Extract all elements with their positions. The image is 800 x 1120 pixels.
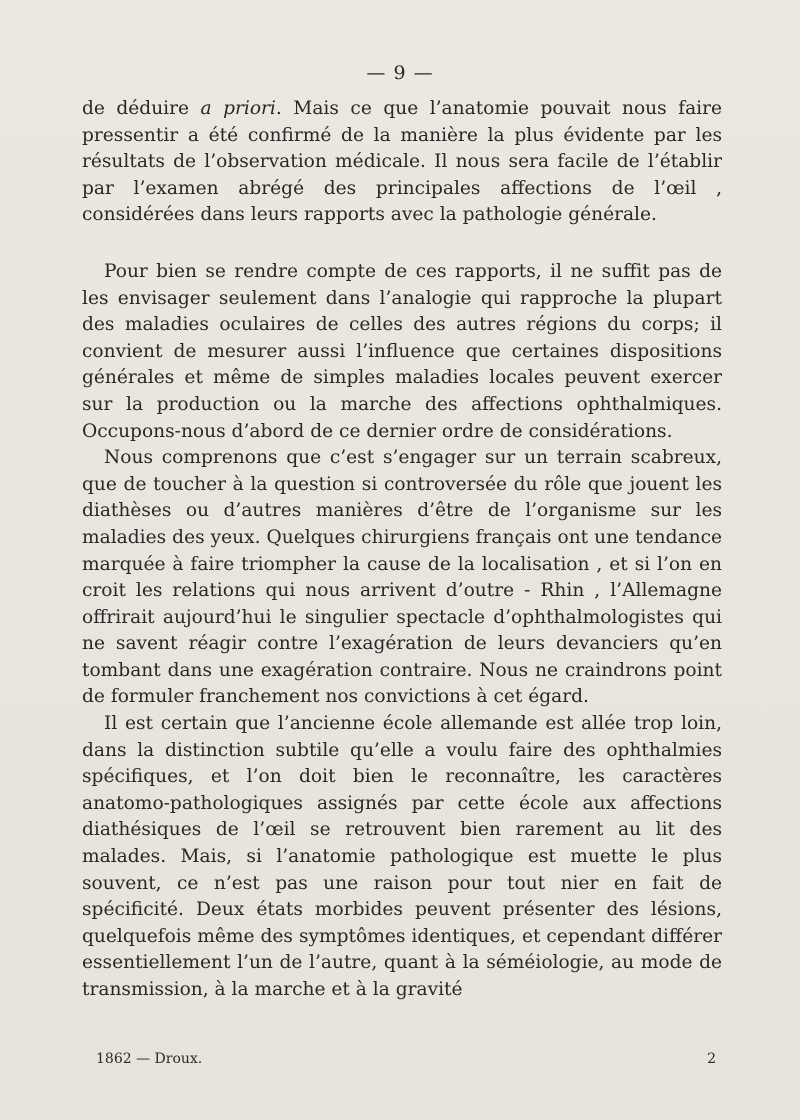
body-text [82,96,722,1004]
paragraph-2: Pour bien se rendre compte de ces rapports, il ne suffit pas de les envisager seulement dans l’analogie qui rapproche la plupart des maladies oculaires de celles des autres régions du corps; il convient de mesurer aussi l’influence que certaines dispositions générales et même de simples maladies locales peuvent exercer sur la production ou la marche des affections ophthalmiques. Occupons-nous d’abord de ce dernier ordre de considérations. [82,260,722,442]
paragraph-3: Nous comprenons que c’est s’engager sur un terrain scabreux, que de toucher à la question si controversée du rôle que jouent les diathèses ou d’autres manières d’être de l’organisme sur les maladies des yeux. Quelques chirurgiens français ont une tendance marquée à faire triompher la cause de la localisation , et si l’on en croit les relations qui nous arrivent d’outre - Rhin , l’Allemagne offrirait aujourd’hui le singulier spectacle d’ophthalmologistes qui ne savent réagir contre l’exagération de leurs devanciers qu’en tombant dans une exagération contraire. Nous ne craindrons point de formuler franchement nos convictions à cet égard. [82,447,722,708]
paragraph-1-rest: . Mais ce que l’anatomie pouvait nous faire pressentir a été confirmé de la manière la plus évidente par les résultats de l’observation médicale. Il nous sera facile de l’établir par l’examen abrégé des principales affections de l’œil , considérées dans leurs rapports avec la pathologie générale. [82,98,723,226]
page-footer [96,1051,716,1067]
footer-signature-number: 2 [707,1051,716,1067]
paragraph-1-italic: a priori [200,98,276,119]
paragraph-1-lead: de déduire [82,98,201,119]
paragraph-4: Il est certain que l’ancienne école allemande est allée trop loin, dans la distinction subtile qu’elle a voulu faire des ophthalmies spécifiques, et l’on doit bien le reconnaître, les caractères anatomo-pathologiques assignés par cette école aux affections diathésiques de l’œil se retrouvent bien rarement au lit des malades. Mais, si l’anatomie pathologique est muette le plus souvent, ce n’est pas une raison pour tout nier en fait de spécificité. Deux états morbides peuvent présenter des lésions, quelquefois même des symptômes identiques, et cependant différer essentiellement l’un de l’autre, quant à la séméiologie, au mode de transmission, à la marche et à la gravité [82,713,722,1000]
page-number-header: — 9 — [366,62,434,84]
footer-signature: 1862 — Droux. [96,1051,203,1067]
paragraph-1 [82,96,722,229]
